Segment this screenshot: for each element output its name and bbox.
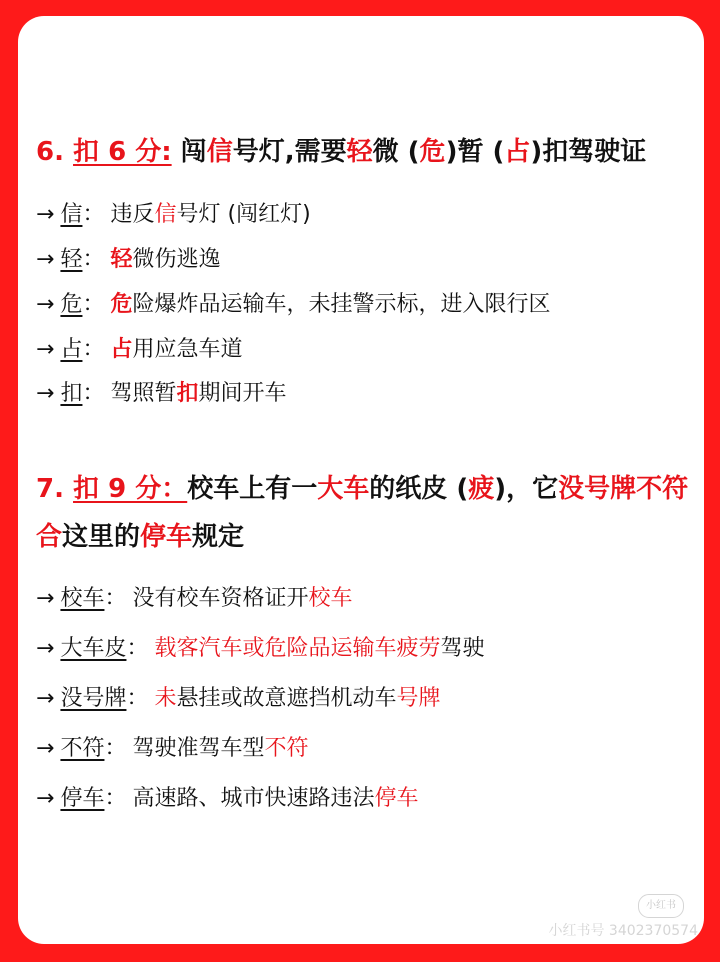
arrow-icon: → (36, 202, 55, 227)
colon: ： (82, 202, 105, 227)
item-text: 号灯 (闯红灯) (176, 202, 311, 227)
heading-keyword: 危 (419, 137, 446, 167)
item-text: 驾驶准驾车型 (132, 736, 265, 761)
heading-text: 的纸皮 ( (369, 474, 469, 504)
item-text: 驾照暂 (110, 381, 177, 406)
colon: ： (104, 786, 127, 811)
heading-keyword: 信 (206, 137, 233, 167)
arrow-icon: → (36, 586, 55, 611)
mnemonic-key: 大车皮 (60, 636, 127, 661)
item-text: 驾驶 (440, 636, 485, 661)
deduct-points: 扣 6 分: (73, 137, 172, 167)
mnemonic-key: 停车 (60, 786, 105, 811)
list-item (36, 584, 353, 614)
heading-text: 闯 (171, 137, 207, 167)
item-highlight: 不符 (264, 736, 309, 761)
arrow-icon: → (36, 247, 55, 272)
section-number: 6. (36, 137, 64, 167)
mnemonic-key: 信 (60, 202, 83, 227)
watermark-text: 小红书号 3402370574 (548, 923, 698, 939)
item-highlight: 停车 (374, 786, 419, 811)
list-item (36, 379, 287, 409)
colon: ： (104, 736, 127, 761)
heading-keyword: 大车 (317, 474, 370, 504)
list-item (36, 335, 243, 365)
item-highlight: 轻 (110, 247, 133, 272)
heading-text: 号灯,需要 (232, 137, 347, 167)
list-item (36, 734, 309, 764)
heading-text: 校车上有一 (187, 474, 318, 504)
item-highlight: 危 (110, 292, 133, 317)
item-text: 违反 (110, 202, 155, 227)
arrow-icon: → (36, 292, 55, 317)
arrow-icon: → (36, 786, 55, 811)
heading-text: )暂 ( (445, 137, 505, 167)
mnemonic-key: 危 (60, 292, 83, 317)
mnemonic-key: 扣 (60, 381, 83, 406)
mnemonic-key: 轻 (60, 247, 83, 272)
heading-text: 规定 (192, 522, 245, 552)
colon: ： (82, 381, 105, 406)
deduct-points: 扣 9 分： (73, 474, 188, 504)
arrow-icon: → (36, 381, 55, 406)
colon: ： (82, 337, 105, 362)
item-highlight: 占 (110, 337, 133, 362)
heading-keyword: 没号牌不 (558, 474, 663, 504)
colon: ： (126, 686, 149, 711)
item-highlight: 信 (154, 202, 177, 227)
item-highlight: 校车 (308, 586, 353, 611)
item-text: 高速路、城市快速路违法 (132, 786, 375, 811)
arrow-icon: → (36, 686, 55, 711)
heading-text: 这里的 (62, 522, 141, 552)
section-7-heading (36, 465, 696, 561)
colon: ： (126, 636, 149, 661)
item-text: 用应急车道 (132, 337, 243, 362)
item-highlight: 未 (154, 686, 177, 711)
colon: ： (82, 247, 105, 272)
item-text: 悬挂或故意遮挡机动车 (176, 686, 397, 711)
mnemonic-key: 没号牌 (60, 686, 127, 711)
list-item (36, 634, 485, 664)
item-text: 微伤逃逸 (132, 247, 221, 272)
mnemonic-key: 占 (60, 337, 83, 362)
content-card (18, 16, 704, 944)
list-item (36, 200, 311, 230)
colon: ： (104, 586, 127, 611)
watermark-logo: 小红书 (638, 894, 684, 918)
section-number: 7. (36, 474, 64, 504)
arrow-icon: → (36, 636, 55, 661)
mnemonic-key: 校车 (60, 586, 105, 611)
heading-text: )，它 (494, 474, 559, 504)
section-6-heading (36, 127, 646, 177)
item-text: 期间开车 (198, 381, 287, 406)
arrow-icon: → (36, 736, 55, 761)
heading-keyword: 占 (504, 137, 531, 167)
list-item (36, 245, 221, 275)
list-item (36, 684, 441, 714)
mnemonic-key: 不符 (60, 736, 105, 761)
arrow-icon: → (36, 337, 55, 362)
list-item (36, 290, 551, 320)
list-item (36, 784, 419, 814)
heading-keyword: 轻 (346, 137, 373, 167)
item-highlight: 载客汽车或危险品运输车疲劳 (154, 636, 441, 661)
heading-keyword: 停车 (140, 522, 193, 552)
item-highlight: 号牌 (396, 686, 441, 711)
item-highlight: 扣 (176, 381, 199, 406)
colon: ： (82, 292, 105, 317)
item-text: 险爆炸品运输车，未挂警示标，进入限行区 (132, 292, 551, 317)
heading-keyword: 疲 (468, 474, 495, 504)
heading-text: 微 ( (372, 137, 420, 167)
heading-text: )扣驾驶证 (530, 137, 647, 167)
item-text: 没有校车资格证开 (132, 586, 309, 611)
heading-keyword: 符合 (36, 474, 689, 552)
